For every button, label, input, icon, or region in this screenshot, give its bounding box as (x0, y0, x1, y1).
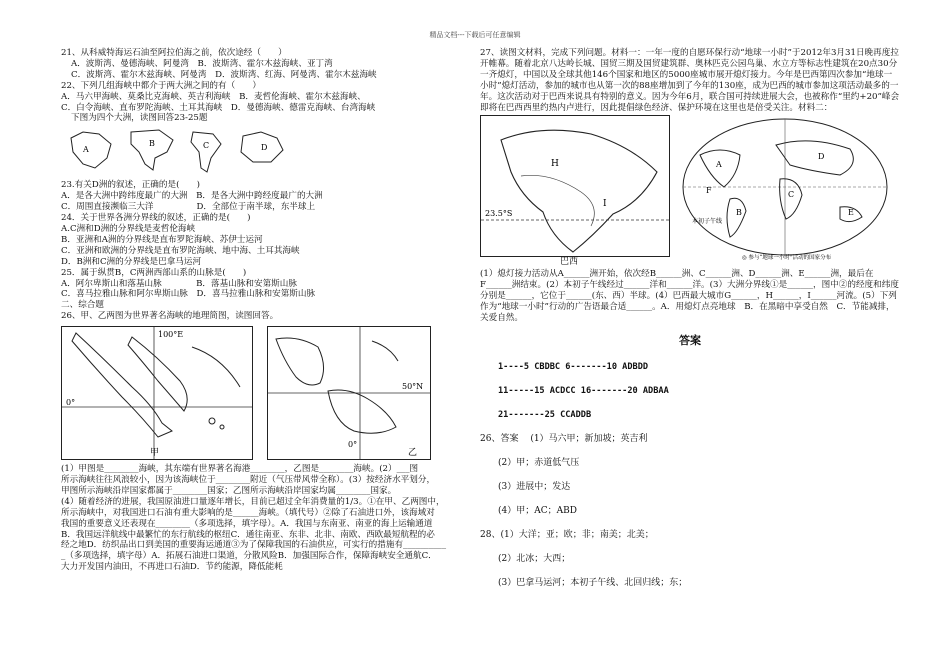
brazil-i-label: I (603, 199, 607, 210)
map-brazil (480, 115, 670, 257)
q24-stem: 24．关于世界各洲分界线的叙述，正确的是( ) (61, 213, 251, 224)
map-yi-lat-label: 50°N (402, 382, 424, 392)
continent-a-label: A (83, 145, 89, 155)
answer-q28-3: (3）巴拿马运河；本初子午线、北回归线；东； (498, 577, 688, 588)
world-label-f: F (706, 186, 712, 196)
page-header: 精品文档---下载后可任意编辑 (429, 31, 521, 39)
world-band-label: 本初子午线 (692, 218, 723, 226)
q26-stem: 26、甲、乙两图为世界著名海峡的地理简图，读图回答。 (61, 311, 279, 322)
world-legend: ◎ 参与“地球一小时”活动的国家分布 (742, 255, 832, 262)
q26-body-line: B．我国远洋航线中最繁忙的东行航线的枢纽C．通往南亚、东非、北非、南欧、西欧最短航程的必 (61, 529, 435, 540)
q21-stem: 21、从科威特海运石油至阿拉伯海之前，依次途经（ ） (61, 48, 287, 58)
world-label-c: C (788, 190, 795, 200)
map-jia-lon-label: 100°E (158, 330, 184, 340)
world-label-a: A (716, 160, 722, 170)
q26-body-line: 大力开发国内油田，不再进口石油D．节约能源，降低能耗 (61, 562, 283, 573)
q26-body-line: 经之地D．纺织品出口到美国的重要海运通道③为了保障我国的石油供应，可实行的措施有__________ (61, 540, 447, 551)
map-jia (61, 326, 253, 460)
q27-material: 27、读图文材料，完成下列问题。材料一：一年一度的自愿环保行动“地球一小时”于2012年3月31日晚再度拉开帷幕。随着北京八达岭长城、国贸三期及国贸建筑群、奥林匹克公园鸟巢、水立方等标志性建筑在20点30分一齐熄灯，中国以及全球其他146个国家和地区的5000座城市展开熄灯接力。今年是巴西第四次参加“地球一小时”熄灯活动，参加的城市也从第一次的88座增加到了今年的130座，成为巴西的城市参加这项活动最多的一年。这次活动对于巴西来说具有特别的意义。因为今年6月，联合国可持续进展大会，也被称作“里约+20”峰会即将在巴西西里约热内卢进行，因此提倡绿色经济、保护环境在这里也是倍受关注。材料二： (480, 48, 900, 113)
figure-intro: 下图为四个大洲，读图回答23-25题 (71, 113, 208, 124)
answer-q26-2: (2）甲；赤道低气压 (498, 457, 580, 468)
q27-tasks: (1）熄灯接力活动从A______洲开始，依次经B______洲、C______洲、D______洲、E______洲，最后在F______洲结束。(2）本初子午线经过______洋和______洋。(3）大洲分界线①是______，图中②的经度和纬度分别是______，它位于______(东、西）半球。(4）巴西最大城市G______，H______，I______河流。(5）下列作为“地球一小时”行动的广告语最合适______。A．用熄灯点亮地球 B．在黑暗中享受自然 C．节能减排，关爱自然。 (480, 269, 899, 324)
continents-figure (61, 124, 471, 180)
q21-options-ab: A．波斯湾、曼德海峡、阿曼湾 B．波斯湾、霍尔木兹海峡、亚丁湾 (71, 58, 333, 69)
continent-c-label: C (203, 141, 210, 151)
q25-stem: 25．属于纵贯B，C两洲西部山系的山脉是( ) (61, 267, 247, 278)
q26-body-line: 甲图所示海峡沿岸国家都属于________国家；乙图所示海峡沿岸国家均属________国家。 (61, 485, 397, 496)
strait-maps (61, 326, 471, 464)
right-column (480, 48, 900, 595)
brazil-h-label: H (551, 159, 559, 170)
q22-options-ab: A．马六甲海峡、莫桑比克海峡、英吉利海峡 B．麦哲伦海峡、霍尔木兹海峡、 (61, 91, 366, 102)
brazil-caption: 巴西 (560, 257, 579, 268)
world-label-e: E (848, 208, 854, 218)
answer-q28-2: (2）北冰；大西； (498, 553, 571, 564)
map-yi (267, 326, 431, 460)
map-jia-lat-label: 0° (66, 398, 76, 408)
q24-option-c: C．亚洲和欧洲的分界线是直布罗陀海峡、地中海、土耳其海峡 (61, 245, 300, 256)
continent-d-label: D (261, 143, 268, 153)
q23-stem: 23.有关D洲的叙述，正确的是( ) (61, 180, 200, 191)
q26-body-line: 所示海峡往往风浪较小，因为该海峡位于________附近（气压带风带全称）。(3）按经济水平划分， (61, 475, 436, 486)
q23-options-ab: A．是各大洲中跨纬度最广的大洲 B．是各大洲中跨经度最广的大洲 (61, 191, 323, 202)
q26-body (61, 464, 471, 573)
answer-section (480, 333, 900, 595)
answer-line-1: 1----5 CBDBC 6-------10 ADBDD (498, 361, 649, 372)
q21-options-cd: C．波斯湾、霍尔木兹海峡、阿曼湾 D．波斯湾、红海、阿曼湾、霍尔木兹海峡 (71, 69, 377, 80)
world-label-d: D (818, 152, 825, 162)
q24-option-d: D．B洲和C洲的分界线是巴拿马运河 (61, 256, 202, 267)
answer-q26-3: (3）进展中；发达 (498, 481, 571, 492)
continent-b-label: B (149, 139, 155, 149)
q25-options-cd: C．喜马拉雅山脉和阿尔卑斯山脉 D．喜马拉雅山脉和安第斯山脉 (61, 289, 316, 300)
q22-stem: 22、下列几组海峡中都介于两大洲之间的有（ ） (61, 80, 261, 91)
section-heading: 二、综合题 (61, 300, 104, 311)
q26-body-line: 我国的重要意义还表现在________（多项选择，填字母）。A．我国与东南亚、南亚的海上运输通道 (61, 518, 433, 529)
answer-q26-1: 26、答案 (1）马六甲；新加坡；英吉利 (480, 433, 648, 444)
answer-title: 答案 (679, 333, 701, 347)
world-map (680, 115, 890, 261)
q26-body-line: _（多项选择，填字母）A．拓展石油进口渠道，分散风险B．加强国际合作，保障海峡安全通航C． (61, 551, 437, 562)
q23-options-cd: C．周围直接濒临三大洋 D．全部位于南半球，东半球上 (61, 202, 316, 213)
answer-line-3: 21-------25 CCADDB (498, 409, 592, 420)
answer-q26-4: (4）甲；AC；ABD (498, 505, 577, 516)
q26-body-line: (1）甲图是________海峡，其东端有世界著名海港________，乙图是________海峡。(2）___图 (61, 464, 419, 475)
map-jia-caption: 甲 (150, 448, 160, 459)
q26-body-line: 所示海峡中，对我国进口石油有重大影响的是______海峡。（填代号）②除了石油进口外，该海域对 (61, 507, 435, 518)
q24-option-a: A.C洲和D洲的分界线是麦哲伦海峡 (61, 223, 196, 234)
continents-svg (61, 124, 321, 180)
world-label-b: B (736, 208, 742, 218)
q27-maps (480, 115, 900, 268)
left-column (61, 48, 471, 573)
q24-option-b: B．亚洲和A洲的分界线是直布罗陀海峡、苏伊士运河 (61, 234, 263, 245)
q26-body-line: (4）随着经济的进展，我国原油进口量逐年增长，目前已超过全年消费量的1/3。①在甲、乙两图中， (61, 496, 445, 507)
q22-options-cd: C．白令海峡、直布罗陀海峡、土耳其海峡 D．曼德海峡、德雷克海峡、台湾海峡 (61, 102, 376, 113)
answer-line-2: 11-----15 ACDCC 16-------20 ADBAA (498, 385, 669, 396)
map-yi-zero-label: 0° (348, 440, 358, 450)
q25-options-ab: A．阿尔卑斯山和落基山脉 B．落基山脉和安第斯山脉 (61, 278, 297, 289)
map-yi-caption: 乙 (408, 448, 418, 459)
brazil-lat-label: 23.5°S (485, 209, 513, 219)
answer-q28-1: 28、(1）大洋；亚；欧；非；南美；北美； (480, 529, 654, 540)
